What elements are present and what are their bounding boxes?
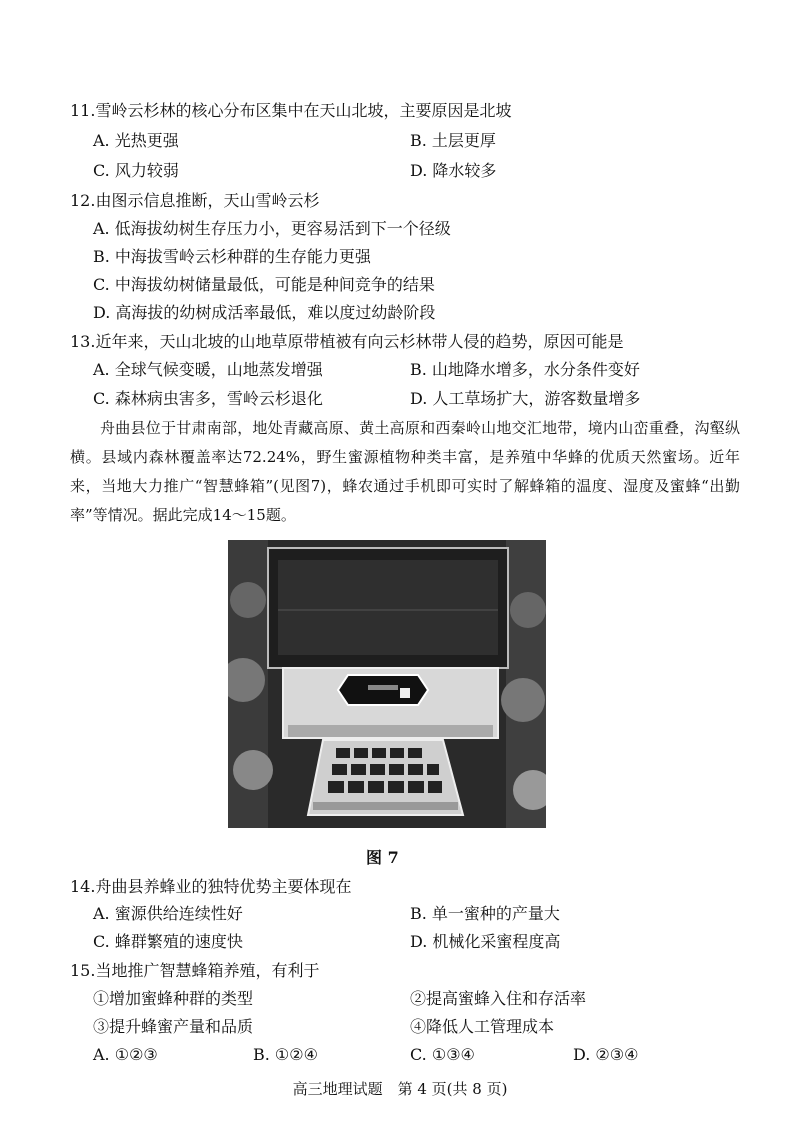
q13-option-b: B. 山地降水增多，水分条件变好 bbox=[410, 360, 640, 379]
figure-7-smart-beehive-photo bbox=[228, 540, 546, 828]
q11-option-c: C. 风力较弱 bbox=[93, 161, 179, 180]
q11-option-d: D. 降水较多 bbox=[410, 161, 497, 180]
page-footer: 高三地理试题 第 4 页(共 8 页) bbox=[292, 1080, 508, 1098]
q15-option-a: A. ①②③ bbox=[93, 1045, 158, 1064]
q12-option-b: B. 中海拔雪岭云杉种群的生存能力更强 bbox=[93, 247, 371, 266]
question-15-stem: 15.当地推广智慧蜂箱养殖，有利于 bbox=[70, 961, 320, 980]
q12-option-a: A. 低海拔幼树生存压力小，更容易活到下一个径级 bbox=[93, 219, 451, 238]
q15-item-1: ①增加蜜蜂种群的类型 bbox=[93, 989, 254, 1008]
beehive-illustration bbox=[228, 540, 546, 828]
q15-option-c: C. ①③④ bbox=[410, 1045, 475, 1064]
question-14-stem: 14.舟曲县养蜂业的独特优势主要体现在 bbox=[70, 877, 352, 896]
q12-option-d: D. 高海拔的幼树成活率最低，难以度过幼龄阶段 bbox=[93, 303, 436, 322]
q15-item-2: ②提高蜜蜂入住和存活率 bbox=[410, 989, 587, 1008]
q13-option-a: A. 全球气候变暖，山地蒸发增强 bbox=[93, 360, 323, 379]
question-13-stem: 13.近年来，天山北坡的山地草原带植被有向云杉林带人侵的趋势，原因可能是 bbox=[70, 332, 624, 351]
q15-option-d: D. ②③④ bbox=[573, 1045, 639, 1064]
q14-option-c: C. 蜂群繁殖的速度快 bbox=[93, 932, 243, 951]
q13-option-c: C. 森林病虫害多，雪岭云杉退化 bbox=[93, 389, 323, 408]
q11-option-b: B. 土层更厚 bbox=[410, 131, 496, 150]
q13-option-d: D. 人工草场扩大，游客数量增多 bbox=[410, 389, 641, 408]
question-12-stem: 12.由图示信息推断，天山雪岭云杉 bbox=[70, 191, 320, 210]
q15-item-4: ④降低人工管理成本 bbox=[410, 1017, 555, 1036]
question-11-stem: 11.雪岭云杉林的核心分布区集中在天山北坡，主要原因是北坡 bbox=[70, 101, 512, 120]
q12-option-c: C. 中海拔幼树储量最低，可能是种间竞争的结果 bbox=[93, 275, 435, 294]
q14-option-a: A. 蜜源供给连续性好 bbox=[93, 904, 243, 923]
passage-text: 舟曲县位于甘肃南部，地处青藏高原、黄土高原和西秦岭山地交汇地带，境内山峦重叠，沟壑纵横。县域内森林覆盖率达72.24%，野生蜜源植物种类丰富，是养殖中华蜂的优质天然蜜场。近年来，当地大力推广“智慧蜂箱”(见图7)，蜂农通过手机即可实时了解蜂箱的温度、湿度及蜜蜂“出勤率”等情况。据此完成14～15题。 bbox=[70, 419, 740, 524]
reading-passage bbox=[70, 414, 740, 530]
figure-7-caption: 图 7 bbox=[366, 848, 399, 867]
q14-option-d: D. 机械化采蜜程度高 bbox=[410, 932, 561, 951]
q15-option-b: B. ①②④ bbox=[253, 1045, 318, 1064]
q14-option-b: B. 单一蜜种的产量大 bbox=[410, 904, 560, 923]
q15-item-3: ③提升蜂蜜产量和品质 bbox=[93, 1017, 254, 1036]
q11-option-a: A. 光热更强 bbox=[93, 131, 179, 150]
